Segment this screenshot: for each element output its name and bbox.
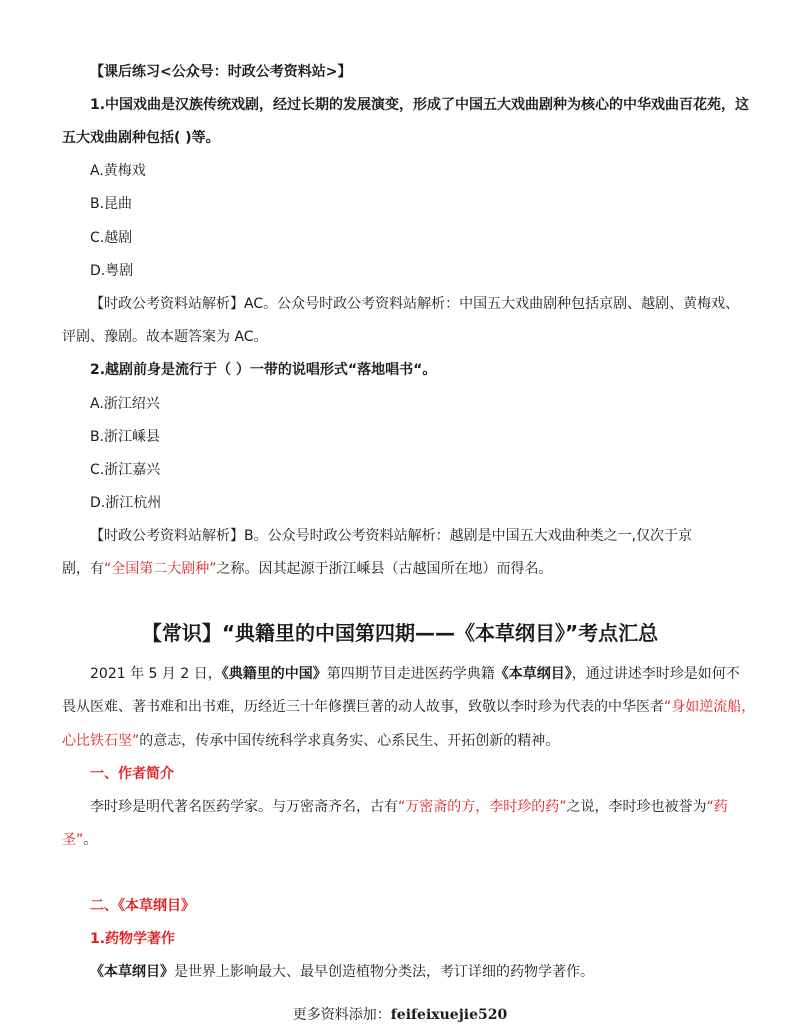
- q2-option-c: C.浙江嘉兴: [90, 462, 161, 478]
- section1-line1: [90, 797, 728, 817]
- intro-highlight: “身如逆流船，: [664, 699, 756, 715]
- intro-text: 畏从医难、著书难和出书难，历经近三十年修撰巨著的动人故事，致敬以李时珍为代表的中华医者: [62, 699, 664, 715]
- section1-heading: 一、作者简介: [90, 766, 174, 782]
- q2-analysis-highlight: “全国第二大剧种”: [104, 561, 217, 577]
- intro-line1: [90, 664, 740, 684]
- q1-option-a: A.黄梅戏: [90, 163, 146, 179]
- q2-stem: 2.越剧前身是流行于（ ）一带的说唱形式“落地唱书“。: [90, 362, 437, 378]
- q1-stem-line1: 1.中国戏曲是汉族传统戏剧，经过长期的发展演变，形成了中国五大戏曲剧种为核心的中华戏曲百花苑，这: [90, 97, 750, 113]
- exercise-heading: 【课后练习<公众号：时政公考资料站>】: [90, 64, 352, 80]
- section1-highlight: “万密斋的方，李时珍的药”: [398, 799, 567, 815]
- q2-analysis-line1: 【时政公考资料站解析】B。公众号时政公考资料站解析：越剧是中国五大戏曲种类之一,仅次于京: [90, 528, 693, 544]
- q1-option-b: B.昆曲: [90, 196, 133, 212]
- intro-bold-book: 《本草纲目》: [494, 666, 572, 682]
- intro-text: 的意志，传承中国传统科学求真务实、心系民生、开拓创新的精神。: [139, 733, 560, 749]
- q1-analysis-line1: 【时政公考资料站解析】AC。公众号时政公考资料站解析：中国五大戏曲剧种包括京剧、越剧、黄梅戏、: [90, 296, 740, 312]
- intro-text: ，通过讲述李时珍是如何不: [571, 666, 740, 682]
- q1-analysis-line2: 评剧、豫剧。故本题答案为 AC。: [62, 329, 268, 345]
- article-title: 【常识】“典籍里的中国第四期——《本草纲目》”考点汇总: [141, 621, 659, 645]
- intro-text: 2021 年 5 月 2 日，: [90, 666, 222, 682]
- q2-option-b: B.浙江嵊县: [90, 429, 161, 445]
- section2-heading: 二、《本草纲目》: [90, 898, 195, 914]
- q2-analysis-line2: [62, 559, 553, 579]
- section2-subheading: 1.药物学著作: [90, 931, 176, 947]
- section1-line2: [62, 830, 97, 850]
- intro-highlight: 心比铁石坚”: [62, 733, 140, 749]
- q1-stem-line2: 五大戏曲剧种包括( )等。: [62, 130, 220, 146]
- section1-text: 李时珍是明代著名医药学家。与万密斋齐名，古有: [90, 799, 398, 815]
- q2-analysis-text-a: 剧，有: [62, 561, 104, 577]
- q2-option-d: D.浙江杭州: [90, 495, 162, 511]
- section2-bold-book: 《本草纲目》: [90, 964, 174, 980]
- intro-text: 第四期节目走进医药学典籍: [326, 666, 495, 682]
- q2-option-a: A.浙江绍兴: [90, 396, 160, 412]
- section1-text: 。: [83, 832, 98, 848]
- section2-text: 是世界上影响最大、最早创造植物分类法，考订详细的药物学著作。: [174, 964, 594, 980]
- footer-account: feifeixuejie520: [390, 1007, 508, 1023]
- page-footer: [0, 1005, 800, 1025]
- intro-line3: [62, 731, 559, 751]
- section1-highlight: “药: [706, 799, 728, 815]
- intro-bold-title: 《典籍里的中国》: [221, 666, 327, 682]
- q1-option-d: D.粤剧: [90, 263, 134, 279]
- section2-line1: [90, 962, 594, 982]
- intro-line2: [62, 697, 755, 717]
- footer-label: 更多资料添加：: [292, 1007, 391, 1023]
- q2-analysis-text-b: 之称。因其起源于浙江嵊县（古越国所在地）而得名。: [216, 561, 553, 577]
- section1-text: 之说，李时珍也被誉为: [566, 799, 707, 815]
- section1-highlight: 圣”: [62, 832, 84, 848]
- q1-option-c: C.越剧: [90, 230, 133, 246]
